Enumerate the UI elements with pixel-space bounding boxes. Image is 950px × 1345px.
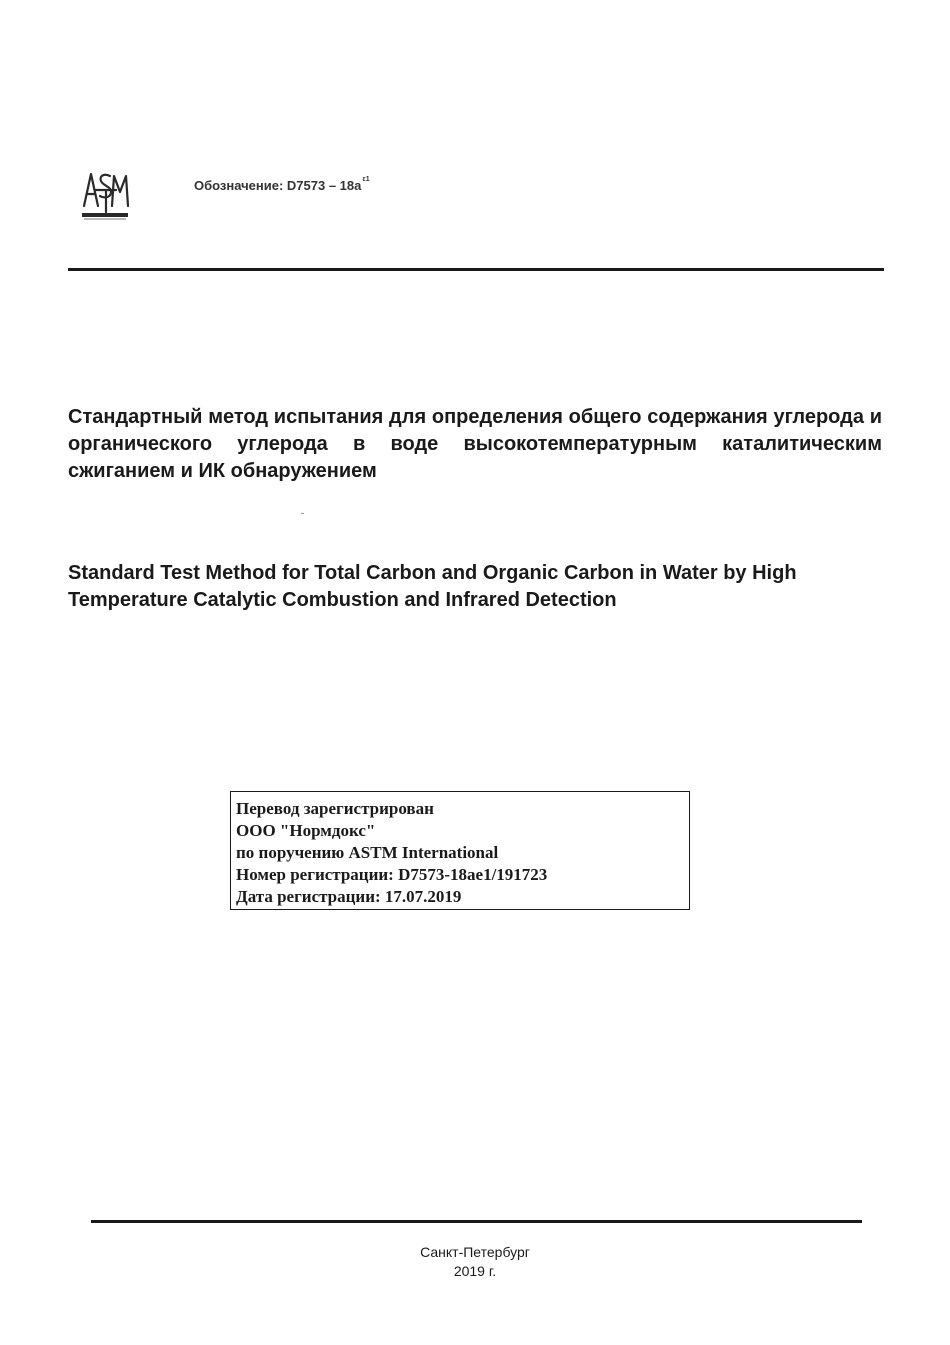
registration-box bbox=[230, 791, 690, 910]
astm-logo bbox=[78, 166, 132, 222]
footer-year: 2019 г. bbox=[453, 1263, 497, 1279]
designation-label: Обозначение: D7573 – 18a bbox=[194, 178, 362, 193]
footer-city: Санкт-Петербург bbox=[420, 1244, 530, 1260]
footer bbox=[380, 1243, 570, 1281]
registration-line: Дата регистрации: 17.07.2019 bbox=[236, 887, 462, 906]
stray-mark bbox=[301, 513, 304, 514]
designation-superscript: ε1 bbox=[362, 176, 370, 183]
title-russian: Стандартный метод испытания для определения общего содержания углерода и органического углерода в воде высокотемпературным каталитическим сжиганием и ИК обнаружением bbox=[68, 406, 882, 482]
designation bbox=[194, 178, 370, 193]
title-english: Standard Test Method for Total Carbon and Organic Carbon in Water by High Temperature Catalytic Combustion and Infrared Detection bbox=[68, 562, 797, 611]
registration-line: Номер регистрации: D7573-18ae1/191723 bbox=[236, 865, 548, 884]
bottom-divider bbox=[91, 1220, 862, 1223]
registration-line: ООО "Нормдокс" bbox=[236, 821, 376, 840]
registration-line: по поручению ASTM International bbox=[236, 843, 499, 862]
registration-line: Перевод зарегистрирован bbox=[236, 799, 434, 818]
top-divider bbox=[68, 268, 884, 271]
